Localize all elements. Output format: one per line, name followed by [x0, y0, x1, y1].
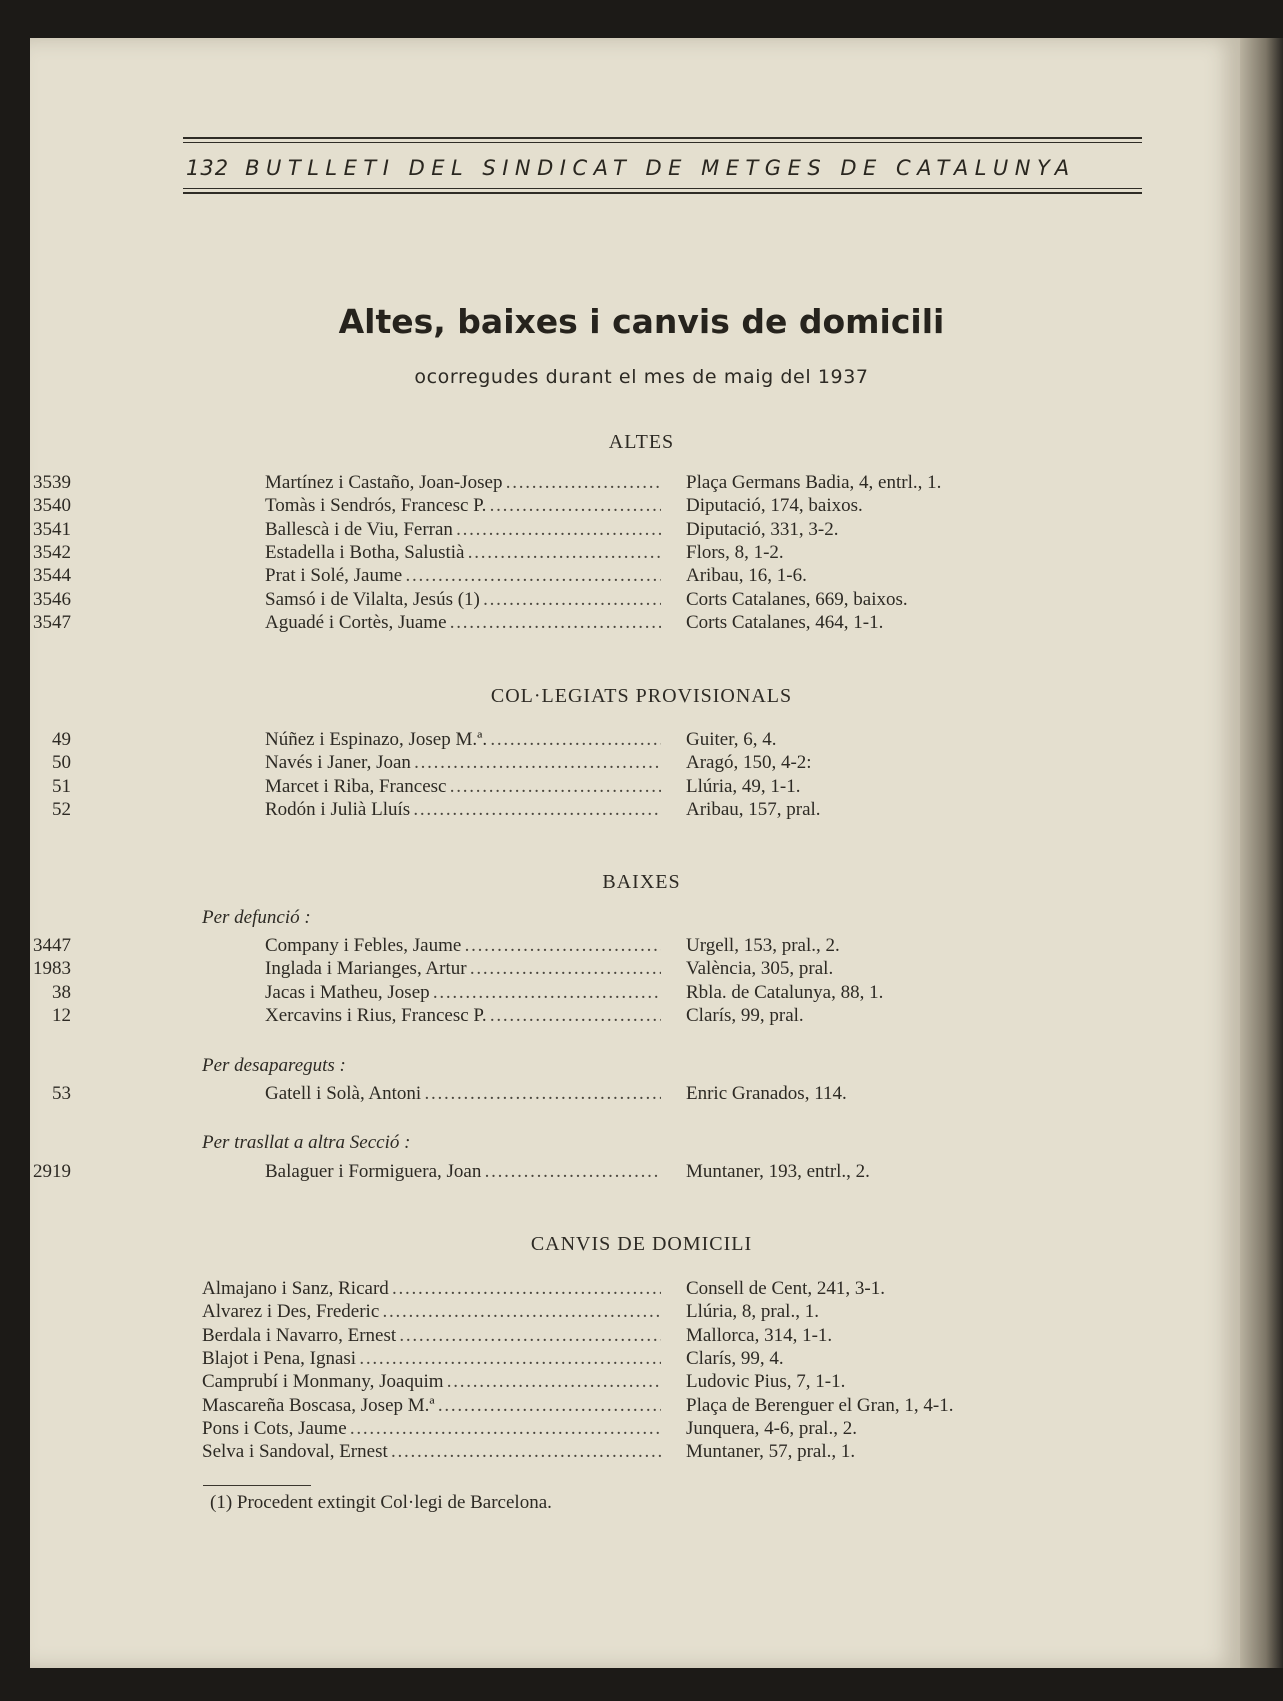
list-row [0, 1371, 1100, 1395]
member-name: Balaguer i Formiguera, Joan . . . [265, 1161, 661, 1183]
journal-title: BUTLLETI DEL SINDICAT DE METGES DE CATALUNYA [245, 156, 1076, 180]
member-name: Berdala i Navarro, Ernest . . . [202, 1325, 661, 1347]
member-name: Pons i Cots, Jaume . . . [202, 1418, 661, 1440]
member-number: 1983 [33, 958, 71, 980]
member-name: Samsó i de Vilalta, Jesús (1) . . . [265, 589, 661, 611]
member-name: Ballescà i de Viu, Ferran . . . [265, 519, 661, 541]
member-address: Aragó, 150, 4-2: [686, 752, 812, 774]
subheading-trasllat: Per trasllat a altra Secció : [202, 1132, 411, 1153]
list-row [0, 935, 1100, 959]
list-row [0, 1301, 1100, 1325]
member-number: 3547 [33, 611, 71, 633]
member-name: Núñez i Espinazo, Josep M.ª. . . . [265, 729, 661, 751]
member-number: 3542 [33, 541, 71, 563]
section-heading-provisionals: COL·LEGIATS PROVISIONALS [490, 685, 793, 707]
footnote: (1) Procedent extingit Col·legi de Barcelona. [210, 1492, 552, 1513]
list-row [0, 519, 1100, 543]
member-address: Consell de Cent, 241, 3-1. [686, 1278, 885, 1299]
header-rule-bottom-thin [183, 188, 1142, 189]
member-name: Company i Febles, Jaume . . . [265, 935, 661, 957]
member-address: Llúria, 8, pral., 1. [686, 1301, 819, 1323]
member-address: Mallorca, 314, 1-1. [686, 1324, 833, 1346]
list-row [0, 472, 1100, 496]
list-row [0, 729, 1100, 753]
member-name: Prat i Solé, Jaume . . . [265, 565, 661, 587]
member-name: Martínez i Castaño, Joan-Josep . . . [265, 472, 661, 494]
member-address: Plaça de Berenguer el Gran, 1, 4-1. [686, 1394, 954, 1416]
member-number: 51 [52, 775, 71, 797]
header-rule-top-thin [183, 142, 1142, 143]
member-number: 3447 [33, 935, 71, 956]
member-number: 52 [52, 798, 71, 820]
subheading-defuncio: Per defunció : [202, 907, 311, 928]
member-address: Ludovic Pius, 7, 1-1. [686, 1371, 846, 1393]
member-name: Rodón i Julià Lluís . . . [265, 799, 661, 821]
member-address: Diputació, 174, baixos. [686, 495, 863, 517]
header-rule-top [183, 137, 1142, 139]
member-number: 53 [52, 1083, 71, 1104]
list-row [0, 776, 1100, 800]
member-name: Gatell i Solà, Antoni . . . [265, 1083, 661, 1105]
list-row [0, 589, 1100, 613]
member-name: Xercavins i Rius, Francesc P. . . . [265, 1005, 661, 1027]
list-row [0, 1325, 1100, 1349]
section-heading-altes: ALTES [608, 431, 675, 453]
list-row [0, 958, 1100, 982]
member-address: Junquera, 4-6, pral., 2. [686, 1417, 857, 1439]
member-address: Enric Granados, 114. [686, 1083, 847, 1104]
member-address: Aribau, 157, pral. [686, 798, 821, 820]
header-rule-bottom [183, 192, 1142, 194]
list-row [0, 1395, 1100, 1419]
member-number: 3544 [33, 565, 71, 587]
member-address: Llúria, 49, 1-1. [686, 775, 801, 797]
member-name: Marcet i Riba, Francesc . . . [265, 776, 661, 798]
member-name: Mascareña Boscasa, Josep M.ª . . . [202, 1395, 661, 1417]
member-name: Estadella i Botha, Salustià . . . [265, 542, 661, 564]
member-address: València, 305, pral. [686, 958, 834, 980]
member-address: Guiter, 6, 4. [686, 729, 777, 750]
running-head [186, 156, 1142, 180]
member-number: 2919 [33, 1161, 71, 1182]
member-number: 38 [52, 981, 71, 1003]
list-row [0, 1441, 1100, 1465]
member-address: Clarís, 99, pral. [686, 1004, 804, 1026]
list-row [0, 1005, 1100, 1029]
member-address: Urgell, 153, pral., 2. [686, 935, 840, 956]
member-number: 3539 [33, 472, 71, 493]
list-row [0, 1161, 1100, 1185]
member-name: Camprubí i Monmany, Joaquim . . . [202, 1371, 661, 1393]
member-address: Clarís, 99, 4. [686, 1347, 784, 1369]
list-row [0, 1278, 1100, 1302]
member-name: Inglada i Marianges, Artur . . . [265, 958, 661, 980]
list-row [0, 799, 1100, 823]
member-address: Diputació, 331, 3-2. [686, 518, 839, 540]
section-heading-canvis: CANVIS DE DOMICILI [530, 1233, 753, 1255]
member-number: 3546 [33, 588, 71, 610]
list-row [0, 1083, 1100, 1107]
member-name: Blajot i Pena, Ignasi . . . [202, 1348, 661, 1370]
list-row [0, 612, 1100, 636]
list-row [0, 542, 1100, 566]
list-row [0, 752, 1100, 776]
member-name: Navés i Janer, Joan . . . [265, 752, 661, 774]
member-address: Muntaner, 193, entrl., 2. [686, 1161, 870, 1182]
footnote-rule [203, 1485, 311, 1486]
member-name: Almajano i Sanz, Ricard . . . [202, 1278, 661, 1300]
member-address: Corts Catalanes, 669, baixos. [686, 588, 908, 610]
member-number: 12 [52, 1004, 71, 1026]
member-number: 3540 [33, 495, 71, 517]
member-number: 50 [52, 752, 71, 774]
member-name: Tomàs i Sendrós, Francesc P. . . . [265, 495, 661, 517]
member-address: Aribau, 16, 1-6. [686, 565, 807, 587]
member-address: Rbla. de Catalunya, 88, 1. [686, 981, 884, 1003]
member-address: Plaça Germans Badia, 4, entrl., 1. [686, 472, 942, 493]
section-heading-baixes: BAIXES [602, 871, 681, 893]
book-spine [1240, 38, 1283, 1668]
page-title: Altes, baixes i canvis de domicili [338, 302, 945, 341]
member-name: Aguadé i Cortès, Juame . . . [265, 612, 661, 634]
list-row [0, 565, 1100, 589]
list-row [0, 1418, 1100, 1442]
member-name: Jacas i Matheu, Josep . . . [265, 982, 661, 1004]
list-row [0, 495, 1100, 519]
page-subtitle: ocorregudes durant el mes de maig del 1937 [414, 366, 869, 388]
member-number: 49 [52, 729, 71, 750]
page-number: 132 [186, 156, 230, 180]
member-address: Flors, 8, 1-2. [686, 541, 784, 563]
list-row [0, 982, 1100, 1006]
member-address: Corts Catalanes, 464, 1-1. [686, 611, 884, 633]
member-name: Selva i Sandoval, Ernest . . . [202, 1441, 661, 1463]
list-row [0, 1348, 1100, 1372]
member-address: Muntaner, 57, pral., 1. [686, 1441, 856, 1463]
member-name: Alvarez i Des, Frederic . . . [202, 1301, 661, 1323]
member-number: 3541 [33, 518, 71, 540]
subheading-desapareguts: Per desapareguts : [202, 1055, 346, 1076]
